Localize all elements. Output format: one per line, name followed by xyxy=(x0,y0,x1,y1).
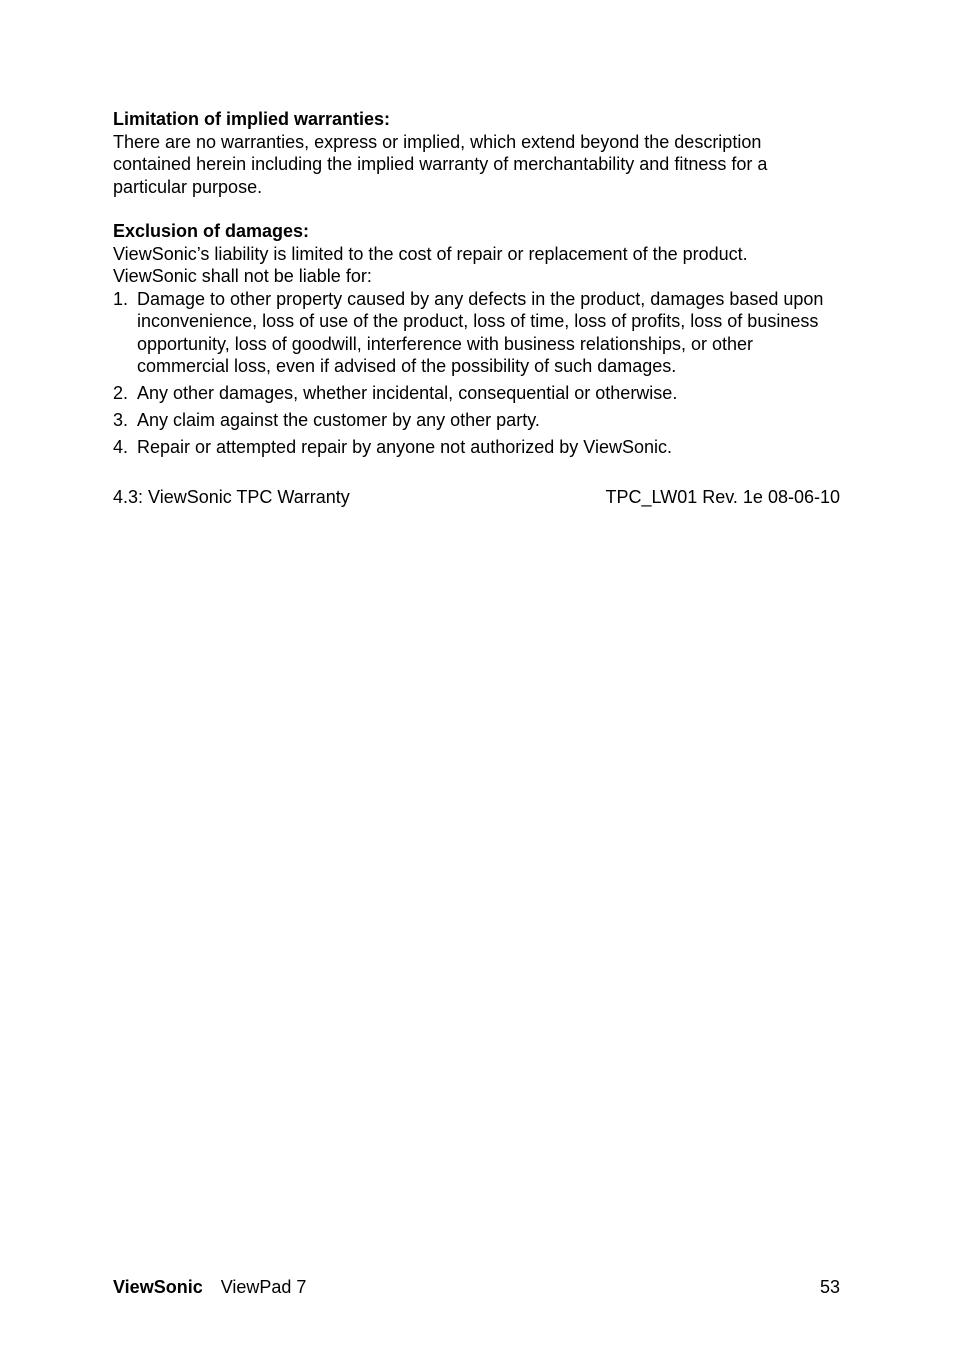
exclusion-intro-line2: ViewSonic shall not be liable for: xyxy=(113,266,372,286)
page-number: 53 xyxy=(819,1277,840,1297)
list-item-text: Damage to other property caused by any defects in the product, damages based upon inconvenience, loss of use of the product, loss of time, loss of profits, loss of business opportunity, loss of goodwill, interference with business relationships, or other commercial loss, even if advised of the possibility of such damages. xyxy=(137,288,824,376)
list-item-number: 2. xyxy=(113,383,129,403)
list-item xyxy=(113,382,843,405)
section-gap xyxy=(113,198,843,220)
exclusion-heading: Exclusion of damages: xyxy=(113,221,310,241)
list-item xyxy=(113,409,843,432)
list-item-text: Repair or attempted repair by anyone not authorized by ViewSonic. xyxy=(137,437,672,457)
footer-brand: ViewSonic xyxy=(113,1277,203,1297)
list-item xyxy=(113,288,843,378)
limitation-heading: Limitation of implied warranties: xyxy=(113,109,391,129)
list-item-number: 3. xyxy=(113,410,129,430)
document-reference xyxy=(113,486,840,509)
reference-left: 4.3: ViewSonic TPC Warranty xyxy=(113,487,350,507)
footer-product: ViewPad 7 xyxy=(220,1277,307,1297)
list-item-number: 1. xyxy=(113,288,129,309)
exclusion-intro-line1: ViewSonic’s liability is limited to the cost of repair or replacement of the product. xyxy=(113,243,748,264)
list-item-number: 4. xyxy=(113,437,129,457)
damages-list xyxy=(113,288,843,459)
list-item-text: Any other damages, whether incidental, consequential or otherwise. xyxy=(137,383,678,403)
footer-product-line xyxy=(113,1276,306,1299)
reference-right: TPC_LW01 Rev. 1e 08-06-10 xyxy=(605,487,840,507)
list-item-text: Any claim against the customer by any other party. xyxy=(137,410,540,430)
page-footer xyxy=(113,1276,840,1299)
document-body xyxy=(113,108,843,463)
limitation-text: There are no warranties, express or implied, which extend beyond the description contained herein including the implied warranty of merchantability and fitness for a particular purpose. xyxy=(113,131,768,197)
list-item xyxy=(113,436,843,459)
